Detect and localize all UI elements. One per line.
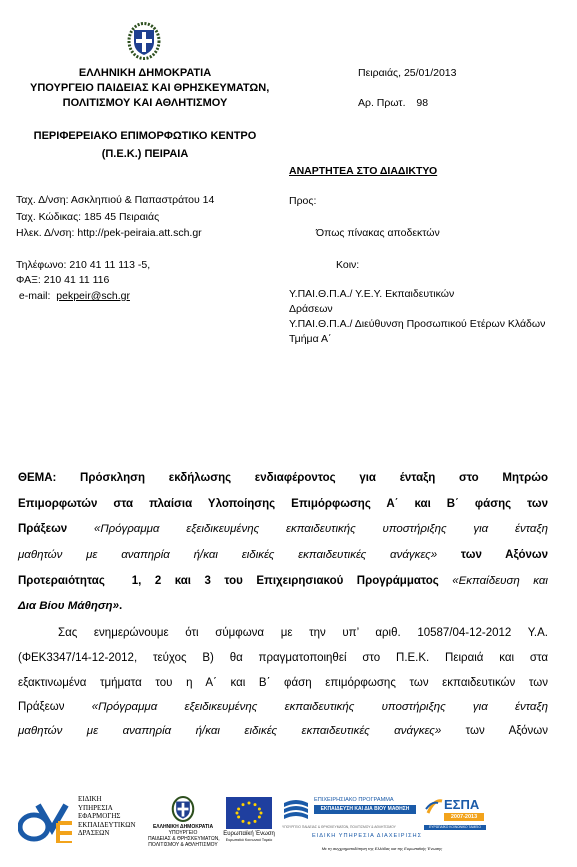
recipients-value: Όπως πίνακας αποδεκτών [316, 227, 440, 239]
body-line-4 [18, 697, 548, 719]
protocol-label: Αρ. Πρωτ. [358, 97, 406, 109]
subject-line-2: Επιμορφωτών στα πλαίσια Υλοποίησης Επιμόρφωσης Α΄ και Β΄ φάσης των [18, 498, 548, 510]
body-l4-plain: Πράξεων [18, 701, 92, 713]
cc-recipient-2: Υ.ΠΑΙ.Θ.Π.Α./ Διεύθυνση Προσωπικού Ετέρων Κλάδων [289, 318, 546, 330]
cc-recipient-2-cont: Τμήμα Α΄ [289, 333, 332, 345]
subject-l5-bold: Προτεραιότητας 1, 2 και 3 του Επιχειρησιακού Προγράμματος [18, 575, 453, 587]
subject-l6-italic: Δια Βίου Μάθηση» [18, 600, 119, 612]
website: Ηλεκ. Δ/νση: http://pek-peiraia.att.sch.gr [16, 227, 202, 239]
espa-fund: ΕΥΡΩΠΑΪΚΟ ΚΟΙΝΩΝΙΚΟ ΤΑΜΕΙΟ [424, 825, 486, 830]
subject-l6-bold: . [118, 600, 123, 612]
body-line-1: Σας ενημερώνουμε ότι σύμφωνα με την υπ’ αριθ. 10587/04-12-2012 Υ.Α. [58, 627, 548, 639]
espa-title: ΕΣΠΑ [444, 797, 480, 812]
ministry-emblem-icon [170, 796, 196, 822]
center-name: ΠΕΡΙΦΕΡΕΙΑΚΟ ΕΠΙΜΟΡΦΩΤΙΚΟ ΚΕΝΤΡΟ [33, 130, 257, 142]
body-l5-italic: μαθητών με αναπηρία ή/και ειδικές εκπαιδευτικές ανάγκες» [18, 725, 442, 737]
subject-l4-italic: μαθητών με αναπηρία ή/και ειδικές εκπαιδευτικές ανάγκες» [18, 549, 438, 561]
eu-text-2: Ευρωπαϊκό Κοινωνικό Ταμείο [225, 838, 273, 842]
document-date: Πειραιάς, 25/01/2013 [358, 67, 457, 79]
protocol-line [358, 97, 428, 110]
op-title-1: ΕΠΙΧΕΙΡΗΣΙΑΚΟ ΠΡΟΓΡΑΜΜΑ [314, 797, 394, 803]
eye-logo [18, 795, 148, 847]
subject-l3-bold: Πράξεων [18, 523, 94, 535]
address: Ταχ. Δ/νση: Ασκληπιού & Παπαστράτου 14 [16, 194, 215, 206]
eye-text-3: ΕΦΑΡΜΟΓΗΣ [78, 812, 121, 820]
eu-flag-icon [226, 797, 272, 829]
op-title-3: ΥΠΟΥΡΓΕΙΟ ΠΑΙΔΕΙΑΣ & ΘΡΗΣΚΕΥΜΑΤΩΝ, ΠΟΛΙΤΙΣΜΟΥ & ΑΘΛΗΤΙΣΜΟΥ [282, 825, 396, 829]
eu-logo [223, 797, 275, 847]
ministry-name-cont: ΠΟΛΙΤΙΣΜΟΥ ΚΑΙ ΑΘΛΗΤΙΣΜΟΥ [62, 97, 228, 109]
body-l4-italic: «Πρόγραμμα εξειδικευμένης εκπαιδευτικής υποστήριξης για ένταξη [91, 701, 548, 713]
recipients-label: Προς: [289, 195, 317, 207]
subject-line-3 [18, 519, 548, 541]
eu-text-1: Ευρωπαϊκή Ένωση [223, 831, 275, 837]
ministry-text-3: ΠΑΙΔΕΙΑΣ & ΘΡΗΣΚΕΥΜΑΤΩΝ, [148, 836, 220, 842]
espa-years: 2007-2013 [444, 813, 484, 821]
cc-recipient-1: Υ.ΠΑΙ.Θ.Π.Α./ Υ.Ε.Υ. Εκπαιδευτικών [289, 288, 455, 300]
subject-line-1: ΘΕΜΑ: Πρόσκληση εκδήλωσης ενδιαφέροντος για ένταξη στο Μητρώο [18, 472, 548, 484]
fax: ΦΑΞ: 210 41 11 116 [16, 274, 110, 286]
subject-l3-italic: «Πρόγραμμα εξειδικευμένης εκπαιδευτικής υποστήριξης για ένταξη [93, 523, 549, 535]
cc-label: Κοιν: [336, 259, 360, 271]
eye-text-1: ΕΙΔΙΚΗ [78, 795, 102, 803]
ministry-text-2: ΥΠΟΥΡΓΕΙΟ [168, 830, 198, 836]
postcode: Ταχ. Κώδικας: 185 45 Πειραιάς [16, 211, 160, 223]
country-name: ΕΛΛΗΝΙΚΗ ΔΗΜΟΚΡΑΤΙΑ [78, 67, 212, 79]
email-link[interactable]: pekpeir@sch.gr [56, 290, 130, 302]
post-online-notice: ΑΝΑΡΤΗΤΕΑ ΣΤΟ ΔΙΑΔΙΚΤΥΟ [289, 165, 438, 177]
eye-text-2: ΥΠΗΡΕΣΙΑ [78, 803, 113, 812]
cc-recipient-1-cont: Δράσεων [289, 303, 333, 315]
coat-of-arms-icon [127, 22, 161, 60]
protocol-number: 98 [416, 97, 429, 109]
subject-l4-bold: των Αξόνων [437, 549, 548, 561]
subject-line-6 [18, 596, 548, 618]
espa-logo [424, 797, 486, 847]
phone: Τηλέφωνο: 210 41 11 113 -5, [16, 259, 151, 271]
op-title-4: ΕΙΔΙΚΗ ΥΠΗΡΕΣΙΑ ΔΙΑΧΕΙΡΙΣΗΣ [312, 833, 423, 839]
ministry-name: ΥΠΟΥΡΓΕΙΟ ΠΑΙΔΕΙΑΣ ΚΑΙ ΘΡΗΣΚΕΥΜΑΤΩΝ, [30, 82, 270, 94]
body-line-2: (ΦΕΚ3347/14-12-2012, τεύχος Β) θα πραγματοποιηθεί στο Π.Ε.Κ. Πειραιά και στα [18, 652, 548, 664]
email-label: e-mail: [16, 290, 57, 302]
body-l5-plain: των Αξόνων [441, 725, 548, 737]
email-line [16, 290, 130, 303]
op-title-2: ΕΚΠΑΙΔΕΥΣΗ ΚΑΙ ΔΙΑ ΒΙΟΥ ΜΑΘΗΣΗ [314, 805, 416, 814]
subject-line-5 [18, 571, 548, 593]
op-logo [282, 797, 423, 847]
body-line-3: εξακτινωμένα τμήματα του η Α΄ και Β΄ φάση επιμόρφωσης των εκπαιδευτικών των [18, 677, 548, 689]
subject-l5-italic: «Εκπαίδευση και [452, 575, 548, 587]
eye-logo-icon [18, 799, 74, 843]
ministry-text-4: ΠΟΛΙΤΙΣΜΟΥ & ΑΘΛΗΤΙΣΜΟΥ [148, 842, 218, 848]
subject-line-4 [18, 545, 548, 567]
ministry-text-1: ΕΛΛΗΝΙΚΗ ΔΗΜΟΚΡΑΤΙΑ [152, 824, 214, 830]
center-name-short: (Π.Ε.Κ.) ΠΕΙΡΑΙΑ [101, 148, 189, 160]
ministry-logo [148, 796, 218, 846]
body-line-5 [18, 721, 548, 743]
eye-text-5: ΔΡΑΣΕΩΝ [78, 829, 110, 837]
eye-text-4: ΕΚΠΑΙΔΕΥΤΙΚΩΝ [78, 820, 136, 829]
op-logo-icon [282, 797, 310, 821]
espa-sun-icon [424, 797, 444, 817]
cofund-note: Με τη συγχρηματοδότηση της Ελλάδας και της Ευρωπαϊκής Ένωσης [321, 846, 443, 851]
